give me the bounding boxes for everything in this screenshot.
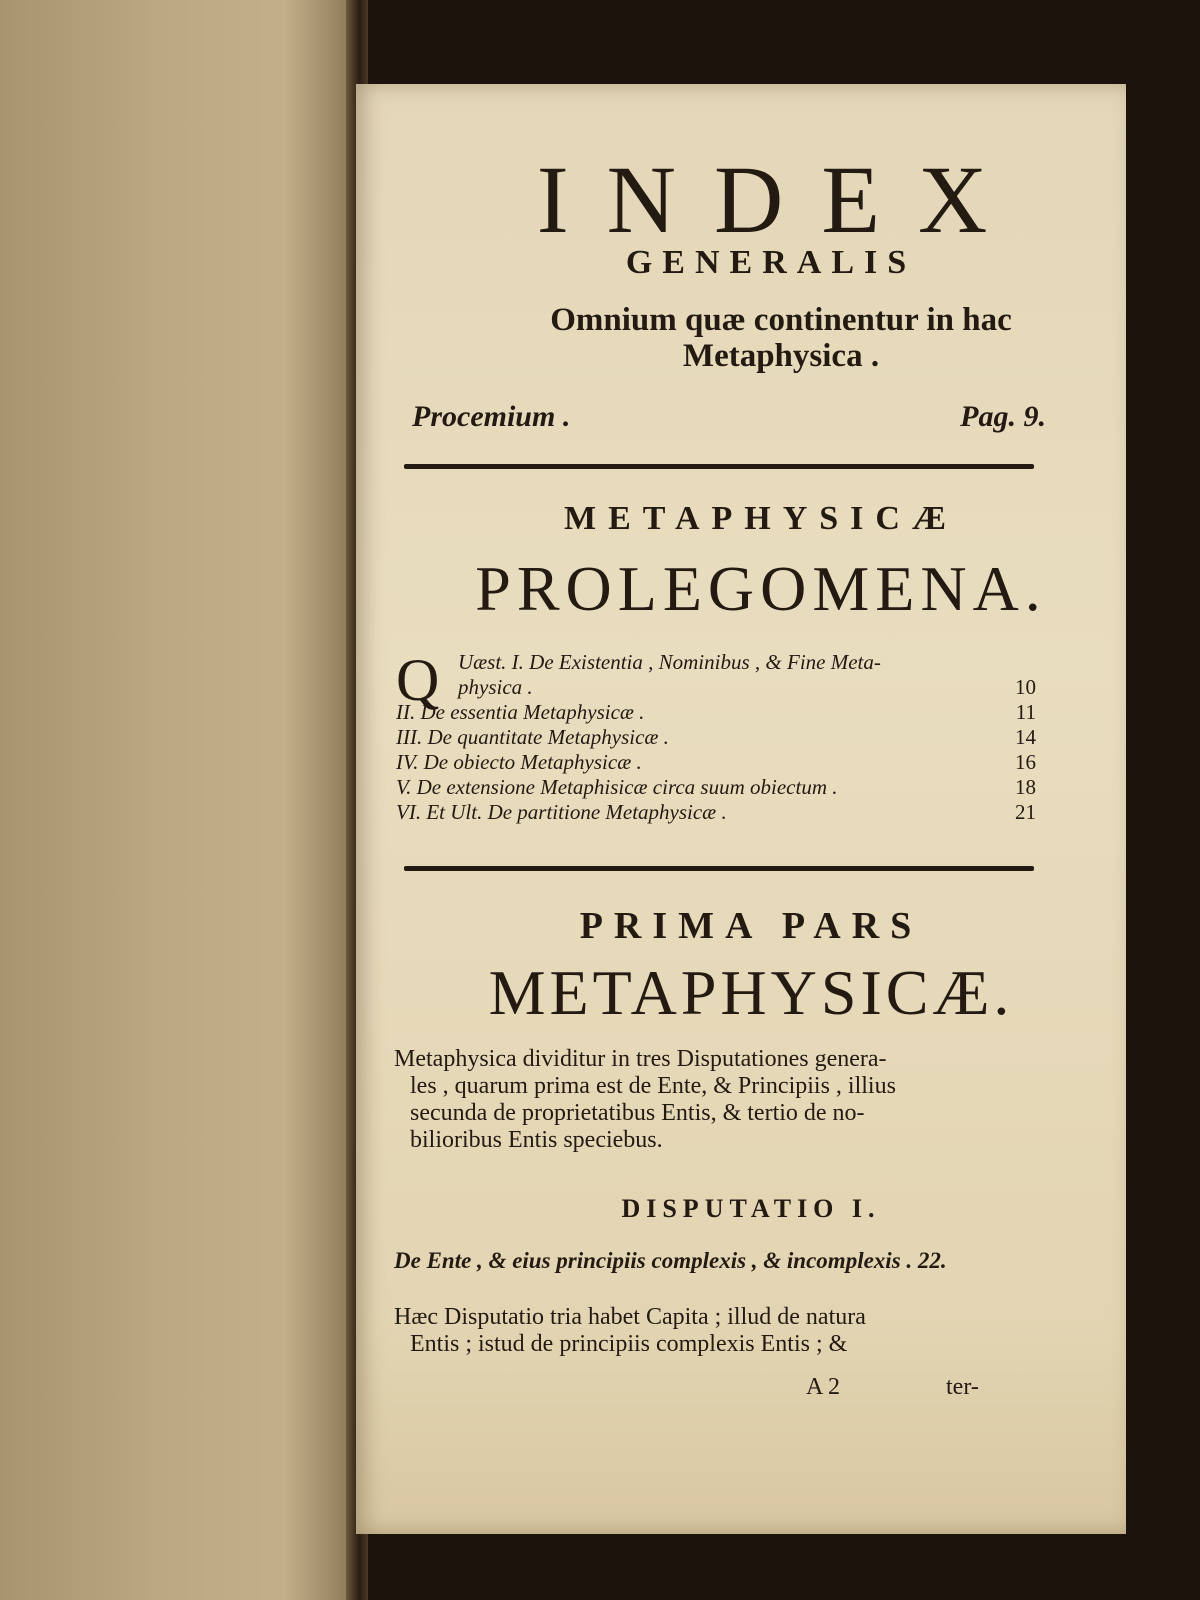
- prolegomena-title: PROLEGOMENA.: [475, 553, 1047, 624]
- right-page: [356, 84, 1126, 1534]
- divider-rule: [404, 866, 1034, 871]
- description-line-1: Omnium quæ continentur in hac: [550, 302, 1012, 338]
- toc-row: V. De extensione Metaphisicæ circa suum obiectum . 18: [396, 775, 1036, 799]
- proemium-entry: [412, 400, 1046, 434]
- prima-pars-heading: PRIMA PARS: [579, 905, 923, 947]
- divider-rule: [404, 464, 1034, 469]
- signature-mark: A 2: [806, 1374, 841, 1400]
- proemium-page: Pag. 9.: [960, 400, 1046, 433]
- toc-row: II. De essentia Metaphysicæ . 11: [396, 700, 1036, 724]
- catchword: ter-: [946, 1374, 979, 1400]
- toc-row: Uæst. I. De Existentia , Nominibus , & Fine Meta-: [458, 650, 881, 674]
- page-title: INDEX: [536, 146, 1026, 253]
- page-subtitle: GENERALIS: [625, 244, 917, 281]
- toc-row: physica . 10: [458, 675, 1036, 699]
- title-description: [356, 302, 1166, 374]
- prima-pars-title: METAPHYSICÆ.: [488, 957, 1014, 1028]
- toc-row: III. De quantitate Metaphysicæ . 14: [396, 725, 1036, 749]
- left-page: [0, 0, 356, 1600]
- disputatio-entry: De Ente , & eius principiis complexis , & incomplexis . 22.: [394, 1248, 947, 1273]
- toc-row: IV. De obiecto Metaphysicæ . 16: [396, 750, 1036, 774]
- drop-cap: Q: [396, 647, 440, 713]
- proemium-label: Procemium .: [412, 400, 571, 433]
- disputatio-paragraph: Hæc Disputatio tria habet Capita ; illud de natura Entis ; istud de principiis complexis Entis ; &: [394, 1304, 866, 1357]
- prolegomena-toc: [396, 647, 1036, 825]
- prolegomena-heading: METAPHYSICÆ: [564, 500, 958, 537]
- prima-pars-paragraph: Metaphysica dividitur in tres Disputationes genera- les , quarum prima est de Ente, & Principiis , illius secunda de proprietatibus Entis, & tertio de no- bilioribus Entis speciebus.: [394, 1046, 896, 1153]
- description-line-2: Metaphysica .: [682, 338, 880, 374]
- toc-row: VI. Et Ult. De partitione Metaphysicæ . 21: [396, 800, 1036, 824]
- disputatio-heading: DISPUTATIO I.: [621, 1194, 881, 1223]
